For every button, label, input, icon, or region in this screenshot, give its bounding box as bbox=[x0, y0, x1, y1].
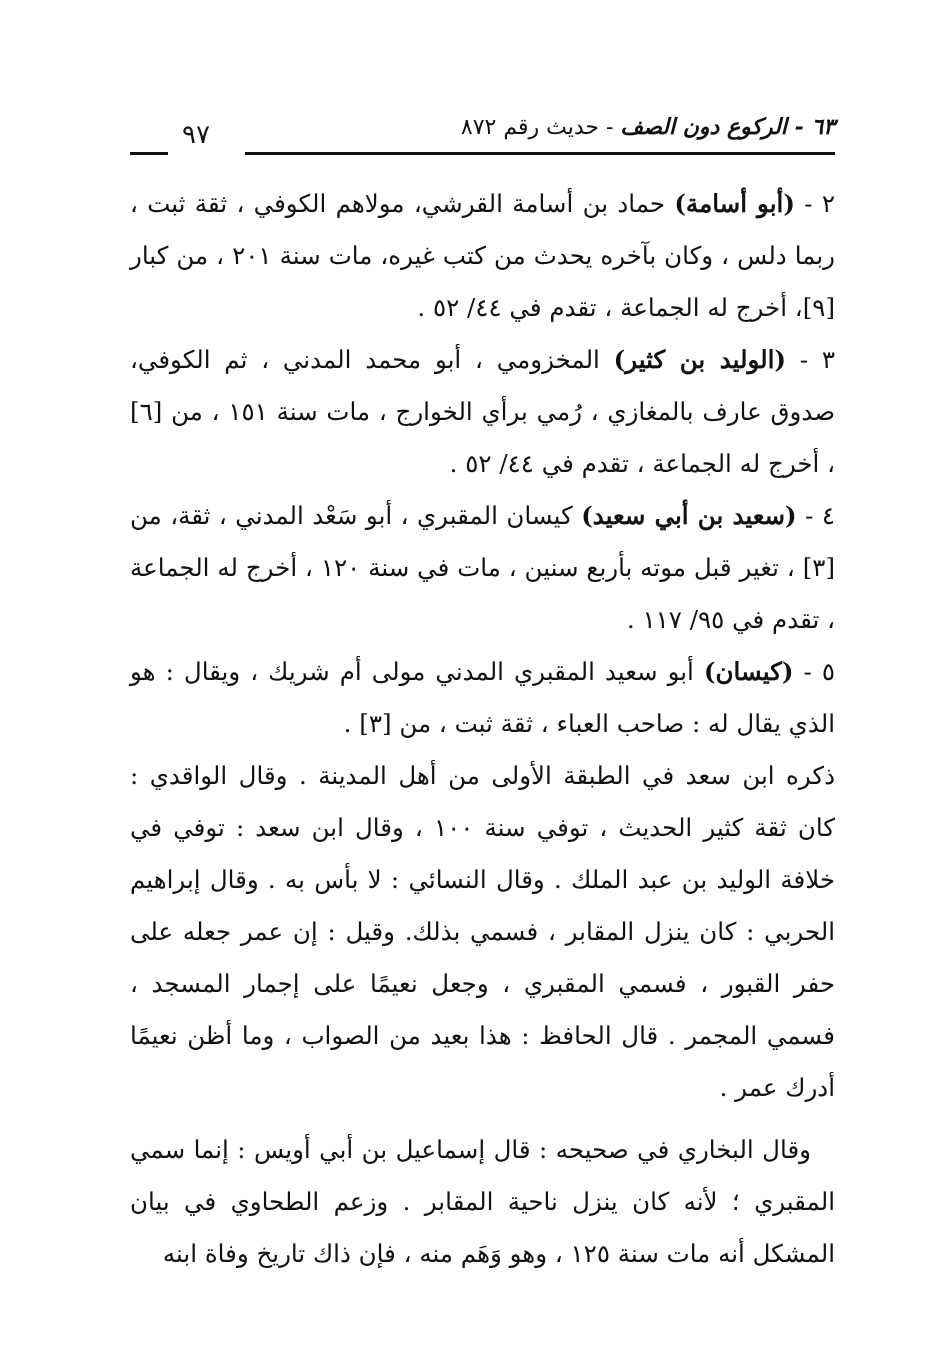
hadith-reference: - حديث رقم ٨٧٢ bbox=[460, 115, 614, 140]
narrator-name: (سعيد بن أبي سعيد) bbox=[581, 501, 797, 530]
narrator-description: المخزومي ، أبو محمد المدني ، ثم الكوفي، صدوق عارف بالمغازي ، رُمي برأي الخوارج ، مات سنة ١٥١ ، من [٦] ، أخرج له الجماعة ، تقدم في ٤٤/ ٥٢ . bbox=[130, 345, 835, 478]
commentary-paragraph: وقال البخاري في صحيحه : قال إسماعيل بن أبي أويس : إنما سمي المقبري ؛ لأنه كان ينزل ناحية المقابر . وزعم الطحاوي في بيان المشكل أنه مات سنة ١٢٥ ، وهو وَهَم منه ، فإن ذاك تاريخ وفاة ابنه bbox=[130, 1135, 835, 1268]
page-number: ٩٧ bbox=[182, 120, 210, 150]
header-rule bbox=[245, 152, 835, 155]
page-number-rule bbox=[130, 152, 168, 155]
running-head bbox=[461, 114, 835, 140]
page-body bbox=[130, 178, 835, 1280]
narrator-entry-3: ٣ - (الوليد بن كثير) المخزومي ، أبو محمد المدني ، ثم الكوفي، صدوق عارف بالمغازي ، رُمي برأي الخوارج ، مات سنة ١٥١ ، من [٦] ، أخرج له الجماعة ، تقدم في ٤٤/ ٥٢ . bbox=[130, 345, 836, 478]
narrator-name: (كيسان) bbox=[703, 657, 794, 686]
narrator-name: (الوليد بن كثير) bbox=[613, 345, 786, 374]
chapter-title: ٦٣ - الركوع دون الصف bbox=[620, 114, 835, 140]
narrator-description: كيسان المقبري ، أبو سَعْد المدني ، ثقة، من [٣] ، تغير قبل موته بأربع سنين ، مات في سنة ١٢٠ ، أخرج له الجماعة ، تقدم في ٩٥/ ١١٧ . bbox=[130, 501, 835, 634]
page-header bbox=[130, 108, 835, 158]
narrator-entry-5: ٥ - (كيسان) أبو سعيد المقبري المدني مولى أم شريك ، ويقال : هو الذي يقال له : صاحب العباء ، ثقة ثبت ، من [٣] . bbox=[130, 657, 835, 738]
narrator-entry-4: ٤ - (سعيد بن أبي سعيد) كيسان المقبري ، أبو سَعْد المدني ، ثقة، من [٣] ، تغير قبل موته بأربع سنين ، مات في سنة ١٢٠ ، أخرج له الجماعة ، تقدم في ٩٥/ ١١٧ . bbox=[130, 501, 835, 634]
narrator-name: (أبو أسامة) bbox=[674, 189, 795, 218]
narrator-entry-2: ٢ - (أبو أسامة) حماد بن أسامة القرشي، مولاهم الكوفي ، ثقة ثبت ، ربما دلس ، وكان بآخره يحدث من كتب غيره، مات سنة ٢٠١ ، من كبار [٩]، أخرج له الجماعة ، تقدم في ٤٤/ ٥٢ . bbox=[130, 189, 835, 322]
narrator-description: حماد بن أسامة القرشي، مولاهم الكوفي ، ثقة ثبت ، ربما دلس ، وكان بآخره يحدث من كتب غيره، مات سنة ٢٠١ ، من كبار [٩]، أخرج له الجماعة ، تقدم في ٤٤/ ٥٢ . bbox=[130, 189, 835, 322]
narrator-description: أبو سعيد المقبري المدني مولى أم شريك ، ويقال : هو الذي يقال له : صاحب العباء ، ثقة ثبت ، من [٣] . bbox=[130, 657, 835, 738]
commentary-paragraph: ذكره ابن سعد في الطبقة الأولى من أهل المدينة . وقال الواقدي : كان ثقة كثير الحديث ، توفي سنة ١٠٠ ، وقال ابن سعد : توفي في خلافة الوليد بن عبد الملك . وقال النسائي : لا بأس به . وقال إبراهيم الحربي : كان ينزل المقابر ، فسمي بذلك. وقيل : إن عمر جعله على حفر القبور ، فسمي المقبري ، وجعل نعيمًا على إجمار المسجد ، فسمي المجمر . قال الحافظ : هذا بعيد من الصواب ، وما أظن نعيمًا أدرك عمر . bbox=[130, 761, 835, 1102]
